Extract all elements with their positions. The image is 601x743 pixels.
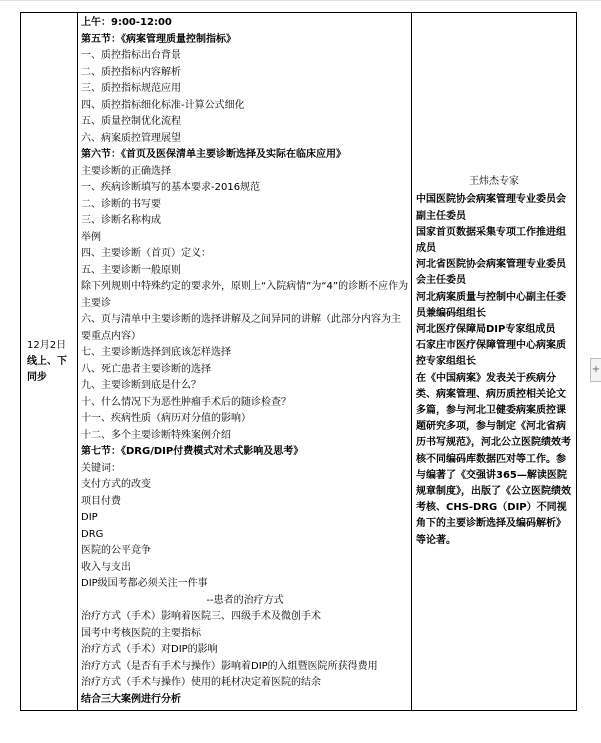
content-line: 四、主要诊断（首页）定义：: [81, 248, 211, 259]
section-heading: 上午：9:00-12:00: [81, 17, 172, 28]
content-line: 举例: [81, 231, 101, 243]
speaker-bio-line: 河北省医院协会病案管理专业委员会主任委员: [416, 259, 566, 287]
content-line: 十、什么情况下为恶性肿瘤手术后的随诊检查？: [81, 396, 291, 408]
speaker-bio-line: 中国医院协会病案管理专业委员会副主任委员: [416, 194, 566, 222]
content-line: 六、病案质控管理展望: [81, 132, 181, 144]
content-line: 十一、疾病性质（病历对分值的影响）: [81, 413, 251, 424]
speaker-bio-line: 国家首页数据采集专项工作推进组成员: [416, 226, 566, 254]
content-line: 二、诊断的书写要: [81, 198, 161, 210]
date-label: 12月2日: [27, 339, 67, 351]
speaker-bio-line: 石家庄市医疗保障管理中心病案质控专家组组长: [416, 340, 566, 368]
content-line: 治疗方式（手术与操作）使用的耗材决定着医院的结余: [81, 677, 321, 688]
content-line: 八、死亡患者主要诊断的选择: [81, 363, 211, 375]
content-line: 二、质控指标内容解析: [81, 66, 181, 78]
speaker-block: [412, 174, 576, 549]
table-row: [21, 13, 590, 711]
content-line: 三、质控指标规范应用: [81, 83, 181, 94]
content-line: 主要诊断的正确选择: [81, 165, 171, 177]
table-gutter: [577, 13, 590, 711]
content-line: DIP: [81, 512, 98, 523]
content-line: 关键词：: [81, 462, 121, 474]
content-line: 治疗方式（手术）对DIP的影响: [81, 644, 218, 655]
page-top-edge: [0, 0, 601, 1]
content-line: 九、主要诊断到底是什么？: [81, 380, 201, 391]
content-line: 五、质量控制优化流程: [81, 116, 181, 127]
content-line: --患者的治疗方式: [206, 594, 284, 606]
expand-button[interactable]: +: [590, 358, 601, 382]
content-line: DRG: [81, 528, 104, 540]
speaker-cell: [412, 13, 577, 711]
schedule-table: [20, 12, 589, 711]
content-line: 一、质控指标出台背景: [81, 50, 181, 61]
content-line: 治疗方式（是否有手术与操作）影响着DIP的入组暨医院所获得费用: [81, 660, 378, 672]
speaker-bio-line: 河北病案质量与控制中心副主任委员兼编码组组长: [416, 291, 566, 319]
content-line: 一、疾病诊断填写的基本要求-2016规范: [81, 182, 261, 193]
content-line: 六、页与清单中主要诊断的选择讲解及之间异同的讲解（此部分内容为主要重点内容）: [81, 314, 401, 342]
content-lines: [78, 13, 411, 710]
content-line: 国考中考核医院的主要指标: [81, 627, 201, 639]
content-line: 五、主要诊断一般原则: [81, 264, 181, 276]
content-line: 治疗方式（手术）影响着医院三、四级手术及微创手术: [81, 611, 321, 622]
mode-label: 线上、下: [27, 355, 67, 367]
speaker-bio-line: 河北医疗保障局DIP专家组成员: [416, 323, 556, 335]
content-line: 医院的公平竞争: [81, 545, 151, 556]
section-heading: 第五节：《病案管理质量控制指标》: [81, 33, 236, 45]
content-line: 支付方式的改变: [81, 479, 151, 490]
content-line: 四、质控指标细化标准-计算公式细化: [81, 99, 245, 111]
content-line: 三、诊断名称构成: [81, 215, 161, 226]
content-line: 项目付费: [81, 495, 121, 507]
section-heading: 第七节：《DRG/DIP付费模式对术式影响及思考》: [81, 446, 304, 457]
content-line: 除下列规则中特殊约定的要求外，原则上“入院病情”为“4”的诊断不应作为主要诊: [81, 281, 409, 309]
content-line: 七、主要诊断选择到底该怎样选择: [81, 347, 231, 358]
content-line: 十二、多个主要诊断特殊案例介绍: [81, 429, 231, 441]
content-line: 收入与支出: [81, 561, 131, 573]
speaker-bio: [416, 192, 572, 548]
speaker-bio-line: 在《中国病案》发表关于疾病分类、病案管理、病历质控相关论文多篇，参与河北卫健委病案质控课题研究多项，参与制定《河北省病历书写规范》，河北公立医院绩效考核不同编码库数据匹对等工作。参与编著了《交强讲365—解读医院规章制度》，出版了《公立医院绩效考核、CHS-DRG（DIP）不同视角下的主要诊断选择及编码解析》等论著。: [416, 372, 571, 546]
speaker-name: 王炜杰专家: [469, 176, 519, 188]
content-line: DIP级国考都必须关注一件事: [81, 578, 208, 589]
content-cell: [78, 13, 412, 711]
section-heading: 结合三大案例进行分析: [81, 693, 181, 705]
date-cell: [21, 13, 78, 711]
section-heading: 第六节：《首页及医保清单主要诊断选择及实际在临床应用》: [81, 149, 346, 160]
mode-label-2: 同步: [27, 371, 47, 383]
